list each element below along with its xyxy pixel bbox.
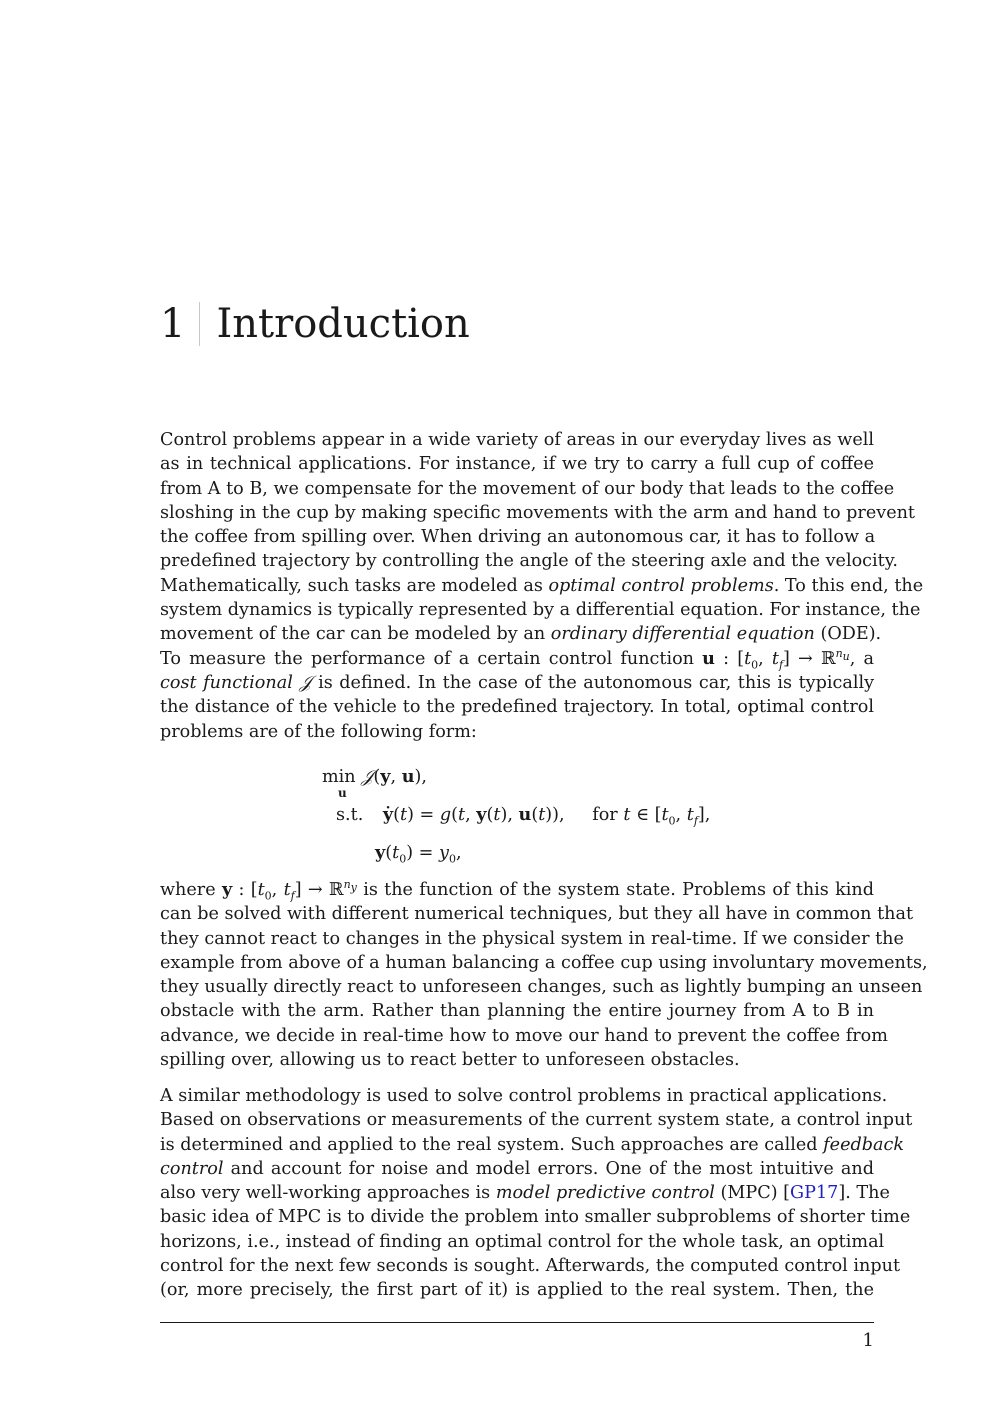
text-line: basic idea of MPC is to divide the problem into smaller subproblems of shorter time (160, 1207, 911, 1228)
text-line: from A to B, we compensate for the movement of our body that leads to the coffee (160, 478, 895, 499)
citation-link[interactable]: GP17 (790, 1183, 839, 1204)
page-number: 1 (862, 1330, 874, 1351)
emphasis: model predictive control (495, 1183, 715, 1204)
optimal-control-equation (322, 765, 710, 879)
subject-to-label: s.t. (336, 805, 364, 825)
text-line: obstacle with the arm. Rather than planning the entire journey from A to B in (160, 1001, 874, 1022)
min-operator: min (322, 767, 356, 787)
text-line (160, 622, 882, 646)
text-line: predefined trajectory by controlling the angle of the steering axle and the velocity. (160, 551, 898, 572)
text-span: and account for noise and model errors. One of the most intuitive and (230, 1158, 875, 1179)
equation-row-dynamics: s.t. ẏ(t) = g(t, y(t), u(t)), for t ∈ [$t_0$, $t_f$], (336, 804, 711, 828)
text-span: , a (849, 648, 874, 669)
text-line: problems are of the following form: (160, 721, 477, 742)
text-line: Based on observations or measurements of the current system state, a control input (160, 1110, 913, 1131)
text-line: the coffee from spilling over. When driving an autonomous car, it has to follow a (160, 527, 876, 548)
text-line (160, 1133, 905, 1157)
text-line: To measure the performance of a certain control function u : [$t_0$, $t_f$] → ℝ$^{n_u}$, a (160, 646, 874, 672)
text-span: is determined and applied to the real system. Such approaches are called (160, 1134, 818, 1155)
text-line (160, 1157, 874, 1181)
text-line: A similar methodology is used to solve control problems in practical applications. (160, 1086, 888, 1106)
text-line: where y : [$t_0$, $t_f$] → ℝ$^{n_y}$ is the function of the system state. Problems of this kind (160, 878, 875, 903)
equation-row-objective: min u 𝒥(y, u), (322, 766, 427, 800)
text-span: (MPC) (720, 1183, 778, 1204)
paragraph-2 (160, 878, 928, 1072)
text-line: advance, we decide in real-time how to move our hand to prevent the coffee from (160, 1025, 888, 1046)
paragraph-1 (160, 428, 924, 744)
text-line: can be solved with different numerical techniques, but they all have in common that (160, 904, 914, 925)
text-line: the distance of the vehicle to the predefined trajectory. In total, optimal control (160, 697, 874, 718)
chapter-number: 1 (160, 301, 186, 347)
text-line: as in technical applications. For instance, if we try to carry a full cup of coffee (160, 454, 874, 475)
text-span: . The (845, 1183, 890, 1204)
text-line: Control problems appear in a wide variety of areas in our everyday lives as well (160, 430, 874, 450)
text-span: (ODE). (820, 624, 882, 645)
text-span: also very well-working approaches is (160, 1183, 491, 1204)
text-line: system dynamics is typically represented by a differential equation. For instance, the (160, 600, 921, 621)
text-line: sloshing in the cup by making specific movements with the arm and hand to prevent (160, 502, 916, 523)
emphasis: cost functional (160, 672, 293, 693)
text-span: movement of the car can be modeled by an (160, 624, 546, 645)
text-line: they usually directly react to unforeseen changes, such as lightly bumping an unseen (160, 977, 923, 998)
chapter-title: Introduction (216, 301, 470, 347)
text-span: . To this end, the (773, 575, 924, 596)
emphasis: optimal control problems (548, 575, 774, 596)
emphasis: feedback (823, 1134, 905, 1155)
text-line: spilling over, allowing us to react better to unforeseen obstacles. (160, 1050, 740, 1071)
text-line: cost functional 𝒥 is defined. In the case of the autonomous car, this is typically (160, 672, 875, 693)
text-span: To measure the performance of a certain control function (160, 648, 695, 669)
chapter-divider (199, 302, 200, 346)
text-line: (or, more precisely, the first part of it) is applied to the real system. Then, the (160, 1280, 874, 1301)
text-line: example from above of a human balancing a coffee cup using involuntary movements, (160, 952, 928, 973)
text-line: also very well-working approaches is model predictive control (MPC) [GP17]. The (160, 1183, 890, 1204)
paragraph-3 (160, 1084, 913, 1303)
chapter-heading (160, 296, 470, 352)
for-label: for (592, 805, 618, 825)
text-line: horizons, i.e., instead of finding an optimal control for the whole task, an optimal (160, 1231, 885, 1252)
text-span: is the function of the system state. Problems of this kind (363, 880, 875, 900)
text-span: is defined. In the case of the autonomous car, this is typically (318, 672, 875, 693)
footer-rule (160, 1322, 874, 1323)
text-span: where (160, 880, 216, 900)
text-line: control for the next few seconds is sought. Afterwards, the computed control input (160, 1256, 901, 1277)
emphasis: control (160, 1158, 224, 1179)
text-line: they cannot react to changes in the physical system in real-time. If we consider the (160, 928, 904, 949)
text-line (160, 574, 924, 598)
equation-row-initial: $y(t_0) = y_0$, (375, 842, 462, 866)
emphasis: ordinary differential equation (550, 624, 815, 645)
text-span: Mathematically, such tasks are modeled as (160, 575, 543, 596)
